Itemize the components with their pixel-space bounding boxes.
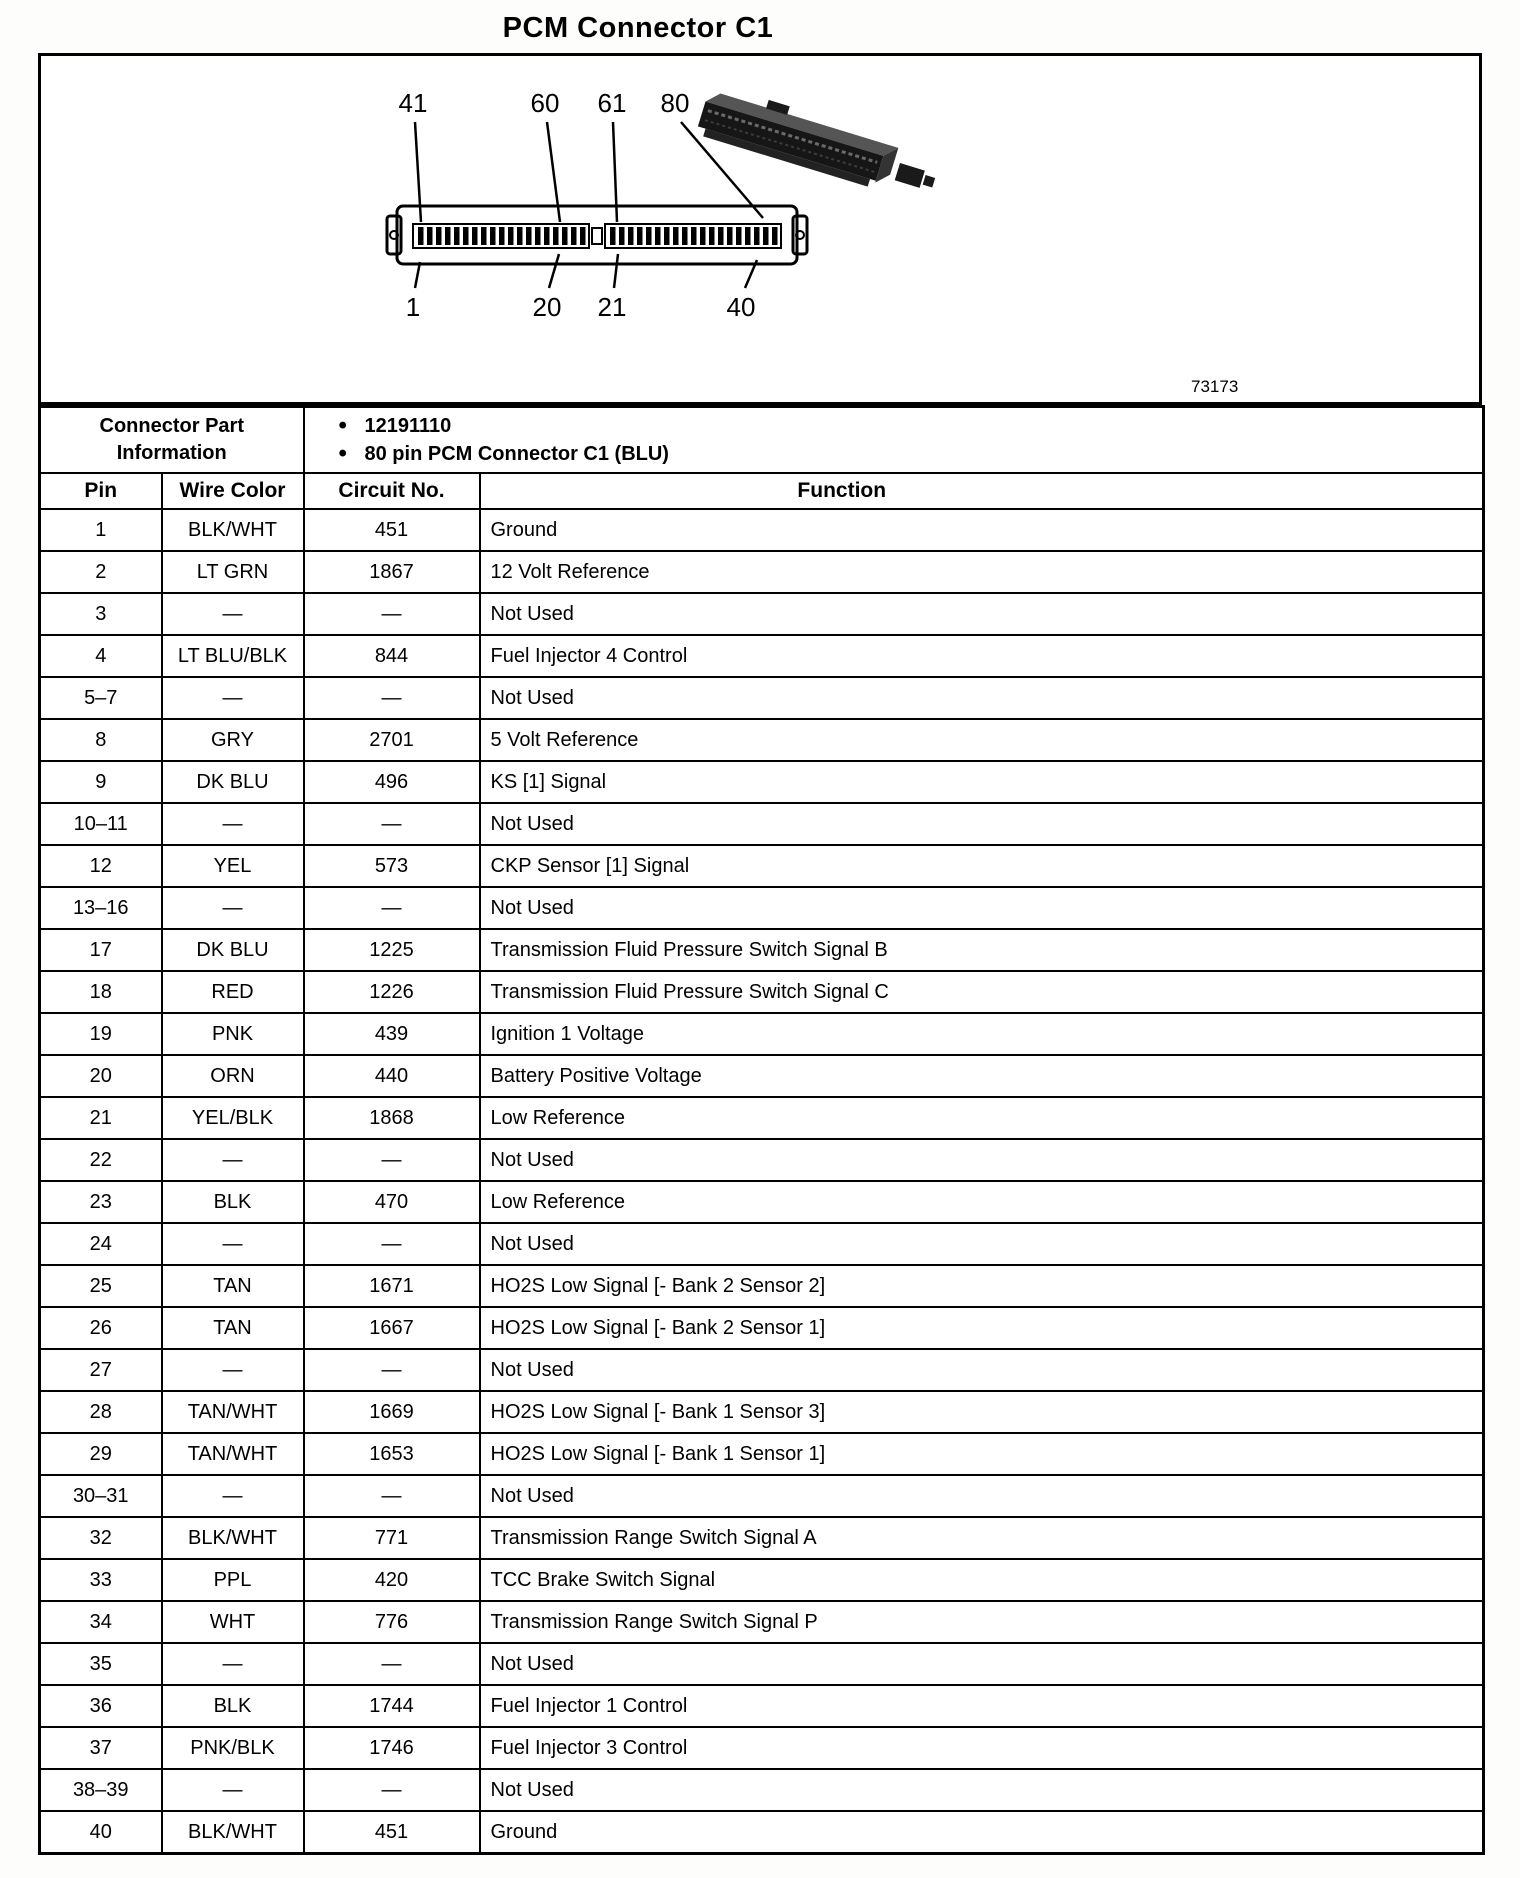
wire-color-cell: —	[162, 1349, 304, 1391]
function-cell: CKP Sensor [1] Signal	[480, 845, 1484, 887]
circuit-cell: 439	[304, 1013, 480, 1055]
table-row	[40, 635, 1484, 677]
function-cell: Ground	[480, 509, 1484, 551]
table-row	[40, 1685, 1484, 1727]
wire-color-cell: BLK/WHT	[162, 1811, 304, 1854]
wire-color-cell: LT GRN	[162, 551, 304, 593]
pin-cell: 36	[40, 1685, 162, 1727]
callout-pin-60: 60	[530, 88, 560, 118]
table-row	[40, 1139, 1484, 1181]
pin-cell: 33	[40, 1559, 162, 1601]
wire-color-cell: PPL	[162, 1559, 304, 1601]
circuit-cell: 1669	[304, 1391, 480, 1433]
pin-cell: 27	[40, 1349, 162, 1391]
column-header-function: Function	[480, 473, 1484, 509]
table-row	[40, 971, 1484, 1013]
function-cell: TCC Brake Switch Signal	[480, 1559, 1484, 1601]
wire-color-cell: BLK/WHT	[162, 509, 304, 551]
table-row	[40, 593, 1484, 635]
table-row	[40, 1097, 1484, 1139]
pin-cell: 13–16	[40, 887, 162, 929]
function-cell: 12 Volt Reference	[480, 551, 1484, 593]
part-description: 80 pin PCM Connector C1 (BLU)	[364, 442, 669, 465]
wire-color-cell: —	[162, 1769, 304, 1811]
function-cell: Transmission Range Switch Signal P	[480, 1601, 1484, 1643]
circuit-cell: —	[304, 677, 480, 719]
pin-cell: 23	[40, 1181, 162, 1223]
wire-color-cell: —	[162, 677, 304, 719]
pin-cell: 30–31	[40, 1475, 162, 1517]
wire-color-cell: TAN/WHT	[162, 1391, 304, 1433]
pin-cell: 24	[40, 1223, 162, 1265]
function-cell: KS [1] Signal	[480, 761, 1484, 803]
table-row	[40, 929, 1484, 971]
function-cell: Not Used	[480, 677, 1484, 719]
function-cell: Fuel Injector 3 Control	[480, 1727, 1484, 1769]
table-row	[40, 1013, 1484, 1055]
column-header-wire-color: Wire Color	[162, 473, 304, 509]
connector-side-view	[387, 206, 807, 264]
pinout-table	[38, 405, 1485, 1855]
table-row	[40, 1055, 1484, 1097]
pin-cell: 37	[40, 1727, 162, 1769]
part-number-line	[339, 414, 1482, 439]
function-cell: HO2S Low Signal [- Bank 1 Sensor 1]	[480, 1433, 1484, 1475]
bullet-icon	[339, 414, 365, 439]
circuit-cell: —	[304, 803, 480, 845]
function-cell: Fuel Injector 4 Control	[480, 635, 1484, 677]
circuit-cell: —	[304, 1349, 480, 1391]
function-cell: Not Used	[480, 1475, 1484, 1517]
part-info-header-line1: Connector Part	[99, 415, 244, 437]
table-row	[40, 1181, 1484, 1223]
function-cell: Low Reference	[480, 1181, 1484, 1223]
function-cell: Battery Positive Voltage	[480, 1055, 1484, 1097]
function-cell: Not Used	[480, 1223, 1484, 1265]
function-cell: HO2S Low Signal [- Bank 2 Sensor 1]	[480, 1307, 1484, 1349]
pin-cell: 19	[40, 1013, 162, 1055]
wire-color-cell: YEL	[162, 845, 304, 887]
connector-diagram	[38, 53, 1482, 405]
table-row	[40, 1307, 1484, 1349]
part-info-row	[40, 407, 1484, 474]
function-cell: Transmission Fluid Pressure Switch Signal B	[480, 929, 1484, 971]
column-header-pin: Pin	[40, 473, 162, 509]
circuit-cell: 451	[304, 509, 480, 551]
wire-color-cell: TAN/WHT	[162, 1433, 304, 1475]
circuit-cell: —	[304, 887, 480, 929]
figure-number: 73173	[1191, 377, 1239, 396]
table-row	[40, 1769, 1484, 1811]
wire-color-cell: GRY	[162, 719, 304, 761]
circuit-cell: 2701	[304, 719, 480, 761]
table-row	[40, 1643, 1484, 1685]
wire-color-cell: RED	[162, 971, 304, 1013]
circuit-cell: 573	[304, 845, 480, 887]
circuit-cell: 496	[304, 761, 480, 803]
circuit-cell: —	[304, 1223, 480, 1265]
callout-pin-41: 41	[398, 88, 428, 118]
wire-color-cell: DK BLU	[162, 761, 304, 803]
pin-cell: 18	[40, 971, 162, 1013]
table-row	[40, 887, 1484, 929]
part-info-header	[40, 407, 304, 474]
pin-cell: 34	[40, 1601, 162, 1643]
wire-color-cell: —	[162, 1643, 304, 1685]
circuit-cell: 1667	[304, 1307, 480, 1349]
wire-color-cell: TAN	[162, 1307, 304, 1349]
page-title: PCM Connector C1	[502, 12, 774, 44]
circuit-cell: 1746	[304, 1727, 480, 1769]
circuit-cell: 1867	[304, 551, 480, 593]
function-cell: Transmission Range Switch Signal A	[480, 1517, 1484, 1559]
part-number: 12191110	[364, 414, 452, 437]
table-row	[40, 1223, 1484, 1265]
circuit-cell: 1868	[304, 1097, 480, 1139]
circuit-cell: 844	[304, 635, 480, 677]
wire-color-cell: TAN	[162, 1265, 304, 1307]
table-row	[40, 1433, 1484, 1475]
wire-color-cell: BLK	[162, 1685, 304, 1727]
pin-cell: 12	[40, 845, 162, 887]
wire-color-cell: DK BLU	[162, 929, 304, 971]
wire-color-cell: —	[162, 1139, 304, 1181]
wire-color-cell: WHT	[162, 1601, 304, 1643]
circuit-cell: 1671	[304, 1265, 480, 1307]
pin-cell: 40	[40, 1811, 162, 1854]
callout-pin-20: 20	[532, 292, 562, 322]
callout-pin-1: 1	[405, 292, 421, 322]
wire-color-cell: PNK/BLK	[162, 1727, 304, 1769]
wire-color-cell: —	[162, 1475, 304, 1517]
circuit-cell: 440	[304, 1055, 480, 1097]
function-cell: Not Used	[480, 1769, 1484, 1811]
bullet-icon	[339, 442, 365, 467]
pin-cell: 26	[40, 1307, 162, 1349]
part-info-values	[304, 407, 1484, 474]
pin-cell: 22	[40, 1139, 162, 1181]
wire-color-cell: LT BLU/BLK	[162, 635, 304, 677]
table-row	[40, 719, 1484, 761]
function-cell: Ground	[480, 1811, 1484, 1854]
pin-cell: 25	[40, 1265, 162, 1307]
table-row	[40, 509, 1484, 551]
circuit-cell: 1225	[304, 929, 480, 971]
function-cell: Transmission Fluid Pressure Switch Signal C	[480, 971, 1484, 1013]
table-row	[40, 551, 1484, 593]
table-row	[40, 1517, 1484, 1559]
callout-pin-61: 61	[597, 88, 627, 118]
table-row	[40, 1811, 1484, 1854]
callout-pin-40: 40	[726, 292, 756, 322]
circuit-cell: —	[304, 593, 480, 635]
pin-cell: 20	[40, 1055, 162, 1097]
pin-cell: 32	[40, 1517, 162, 1559]
function-cell: HO2S Low Signal [- Bank 1 Sensor 3]	[480, 1391, 1484, 1433]
wire-color-cell: PNK	[162, 1013, 304, 1055]
function-cell: Not Used	[480, 887, 1484, 929]
circuit-cell: 470	[304, 1181, 480, 1223]
table-row	[40, 1349, 1484, 1391]
pin-cell: 8	[40, 719, 162, 761]
pin-table-body	[40, 509, 1484, 1854]
function-cell: Not Used	[480, 1349, 1484, 1391]
table-row	[40, 1559, 1484, 1601]
table-row	[40, 845, 1484, 887]
function-cell: 5 Volt Reference	[480, 719, 1484, 761]
pin-cell: 17	[40, 929, 162, 971]
wire-color-cell: YEL/BLK	[162, 1097, 304, 1139]
wire-color-cell: BLK	[162, 1181, 304, 1223]
circuit-cell: 420	[304, 1559, 480, 1601]
circuit-cell: —	[304, 1643, 480, 1685]
pin-cell: 35	[40, 1643, 162, 1685]
function-cell: HO2S Low Signal [- Bank 2 Sensor 2]	[480, 1265, 1484, 1307]
circuit-cell: —	[304, 1769, 480, 1811]
table-row	[40, 803, 1484, 845]
function-cell: Not Used	[480, 1139, 1484, 1181]
connector-figure-svg	[41, 56, 1479, 402]
pin-cell: 3	[40, 593, 162, 635]
circuit-cell: 1653	[304, 1433, 480, 1475]
pin-cell: 2	[40, 551, 162, 593]
pin-cell: 5–7	[40, 677, 162, 719]
circuit-cell: —	[304, 1475, 480, 1517]
wire-color-cell: —	[162, 593, 304, 635]
pin-cell: 28	[40, 1391, 162, 1433]
wire-color-cell: BLK/WHT	[162, 1517, 304, 1559]
table-row	[40, 1475, 1484, 1517]
pin-cell: 29	[40, 1433, 162, 1475]
function-cell: Fuel Injector 1 Control	[480, 1685, 1484, 1727]
table-row	[40, 1601, 1484, 1643]
part-description-line	[339, 442, 1482, 467]
pin-cell: 1	[40, 509, 162, 551]
table-row	[40, 1727, 1484, 1769]
function-cell: Not Used	[480, 803, 1484, 845]
wire-color-cell: —	[162, 887, 304, 929]
pin-cell: 21	[40, 1097, 162, 1139]
table-row	[40, 677, 1484, 719]
connector-3d-view	[696, 82, 943, 204]
function-cell: Low Reference	[480, 1097, 1484, 1139]
function-cell: Ignition 1 Voltage	[480, 1013, 1484, 1055]
function-cell: Not Used	[480, 1643, 1484, 1685]
callout-pin-21: 21	[597, 292, 627, 322]
column-header-circuit-no: Circuit No.	[304, 473, 480, 509]
pin-cell: 10–11	[40, 803, 162, 845]
circuit-cell: 451	[304, 1811, 480, 1854]
table-row	[40, 761, 1484, 803]
circuit-cell: 1226	[304, 971, 480, 1013]
wire-color-cell: —	[162, 803, 304, 845]
function-cell: Not Used	[480, 593, 1484, 635]
callout-pin-80: 80	[660, 88, 690, 118]
column-header-row	[40, 473, 1484, 509]
table-row	[40, 1265, 1484, 1307]
pin-cell: 38–39	[40, 1769, 162, 1811]
table-row	[40, 1391, 1484, 1433]
circuit-cell: —	[304, 1139, 480, 1181]
wire-color-cell: —	[162, 1223, 304, 1265]
pin-cell: 4	[40, 635, 162, 677]
pin-cell: 9	[40, 761, 162, 803]
circuit-cell: 1744	[304, 1685, 480, 1727]
wire-color-cell: ORN	[162, 1055, 304, 1097]
circuit-cell: 776	[304, 1601, 480, 1643]
part-info-header-line2: Information	[116, 442, 227, 464]
circuit-cell: 771	[304, 1517, 480, 1559]
